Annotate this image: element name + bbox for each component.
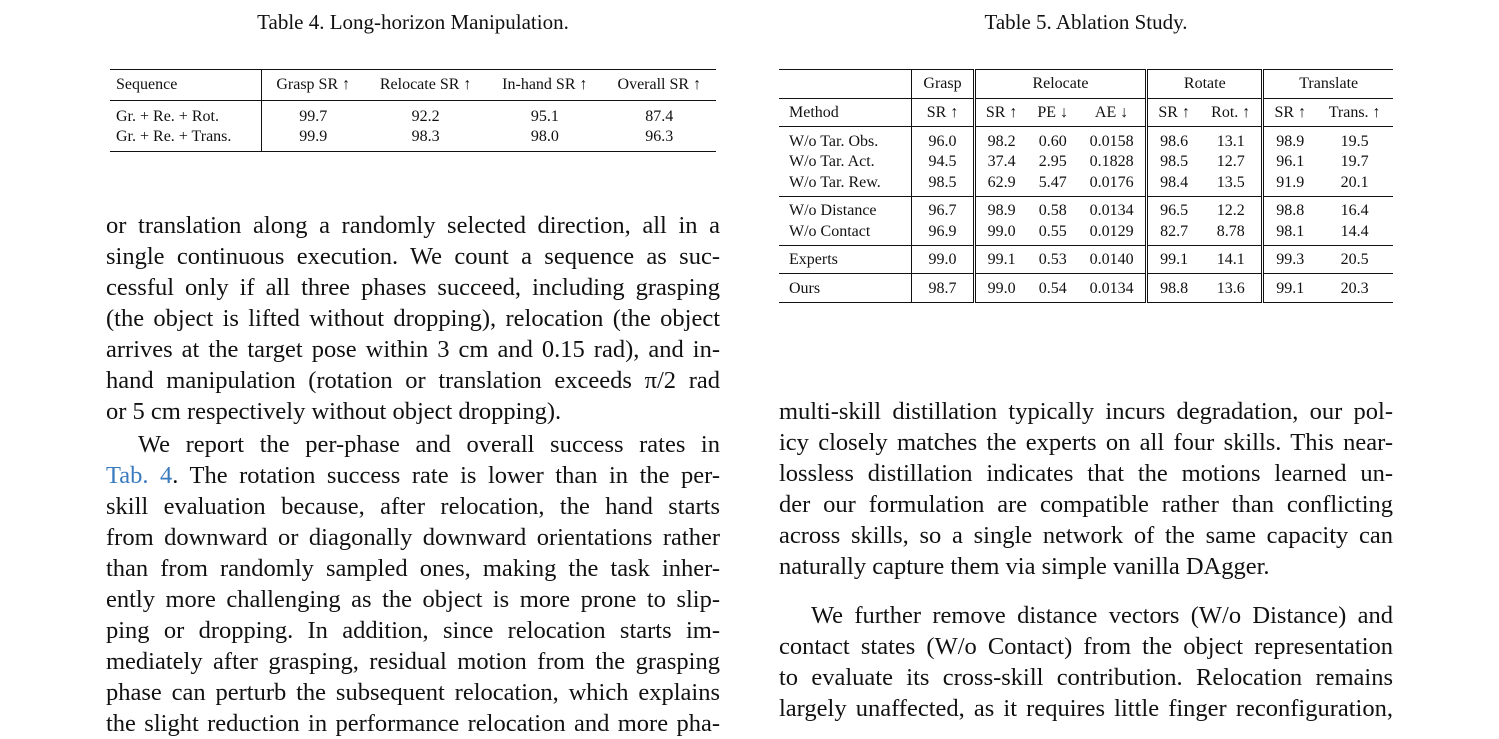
table4-header: In-hand SR ↑ <box>502 76 588 93</box>
table5-cell: 99.0 <box>912 245 974 274</box>
text-line: der our formulation are compatible rather than conflicting <box>779 491 1393 518</box>
table5-cell: 99.0 <box>987 222 1016 240</box>
right-paragraph-2 <box>779 600 1393 724</box>
text-line <box>106 460 720 491</box>
text-line: or translation along a randomly selected direction, all in a <box>106 212 720 239</box>
table5-cell: W/o Tar. Rew. <box>779 172 912 196</box>
text-line: multi-skill distillation typically incurs degradation, our pol- <box>779 398 1393 425</box>
table5-cell: W/o Contact <box>779 221 912 245</box>
table5-cell: 98.1 <box>1276 222 1305 240</box>
table4-header: Sequence <box>110 70 262 101</box>
table5-cell: 96.9 <box>912 221 974 245</box>
text-line: mediately after grasping, residual motion from the grasping <box>106 648 720 675</box>
table5-cell: 0.0158 <box>1078 127 1147 152</box>
table5-group: Translate <box>1299 75 1359 92</box>
table5-cell: 0.58 <box>1038 202 1067 220</box>
table5-group-row <box>779 70 1393 99</box>
table5-header: SR ↑ <box>974 99 1027 127</box>
table-row <box>779 221 1393 245</box>
table4-cell: 98.3 <box>411 128 440 145</box>
table5-cell: 94.5 <box>912 152 974 173</box>
text-line: or 5 cm respectively without object dropping). <box>106 398 562 425</box>
table4-cell: Gr. + Re. + Trans. <box>110 127 262 152</box>
text-line: skill evaluation because, after relocation, the hand starts <box>106 493 720 520</box>
table5-header: Rot. ↑ <box>1200 99 1263 127</box>
right-paragraph-1 <box>779 396 1393 582</box>
text-line: phase can perturb the subsequent relocation, which explains <box>106 679 720 706</box>
left-paragraph-2 <box>106 429 720 739</box>
table5-group-empty <box>779 70 912 99</box>
table5-cell: 0.1828 <box>1078 152 1147 173</box>
text-line: hand manipulation (rotation or translation exceeds π/2 rad <box>106 367 720 394</box>
table4-cell: 99.7 <box>299 108 328 125</box>
table5-cell: 5.47 <box>1038 173 1067 191</box>
table5-cell: 12.7 <box>1200 152 1263 173</box>
text-line: cessful only if all three phases succeed, including grasping <box>106 274 720 301</box>
table5-cell: 13.1 <box>1200 127 1263 152</box>
table5-cell: W/o Tar. Act. <box>779 152 912 173</box>
table5-group-experts <box>779 245 1393 274</box>
table4-cell: 92.2 <box>411 108 440 125</box>
table5-group: Relocate <box>974 70 1147 99</box>
table5-cell: 96.5 <box>1160 202 1189 220</box>
table5-cell: 98.5 <box>912 172 974 196</box>
text-fragment: . The rotation success rate is lower than in the per- <box>172 462 720 489</box>
table5-cell: 16.4 <box>1340 202 1369 220</box>
left-paragraph-1 <box>106 210 720 427</box>
table4-reference-link[interactable]: Tab. 4 <box>106 462 173 489</box>
text-line: across skills, so a single network of the same capacity can <box>779 522 1393 549</box>
table5-cell: 91.9 <box>1276 173 1305 191</box>
table5-header: SR ↑ <box>1147 99 1200 127</box>
table4-caption: Table 4. Long-horizon Manipulation. <box>257 10 569 34</box>
text-line: (the object is lifted without dropping), relocation (the object <box>106 305 720 332</box>
table5-cell: 96.7 <box>912 196 974 221</box>
table5-cell: 99.0 <box>987 279 1016 297</box>
table4-header-row <box>110 70 716 101</box>
table4-cell: 99.9 <box>299 128 328 145</box>
table5-cell: 0.53 <box>1038 251 1067 269</box>
table4-header: Grasp SR ↑ <box>276 76 351 93</box>
table4-cell: Gr. + Re. + Rot. <box>110 101 262 128</box>
table5-cell: 14.4 <box>1340 222 1369 240</box>
table5-cell: 0.0176 <box>1078 172 1147 196</box>
table5-cell: 99.1 <box>987 251 1016 269</box>
text-line: ping or dropping. In addition, since relocation starts im- <box>106 617 720 644</box>
table4-header: Overall SR ↑ <box>617 76 702 93</box>
table5-cell: 98.2 <box>987 132 1016 150</box>
table5-cell: 98.5 <box>1160 153 1189 171</box>
table5-cell: 37.4 <box>987 153 1016 171</box>
table4-cell: 98.0 <box>530 128 559 145</box>
right-column <box>779 0 1393 722</box>
table5-group-tar <box>779 127 1393 197</box>
table-row <box>779 152 1393 173</box>
table5-group: Grasp <box>912 70 974 99</box>
table5-group-repr <box>779 196 1393 245</box>
table5-cell: 19.5 <box>1340 132 1369 150</box>
table5-cell: 0.0134 <box>1078 274 1147 303</box>
table5-cell: 98.6 <box>1160 132 1189 150</box>
table5-header-row <box>779 99 1393 127</box>
table-row <box>779 245 1393 274</box>
table5-cell: 98.4 <box>1160 173 1189 191</box>
table5 <box>779 69 1393 303</box>
table-row <box>779 172 1393 196</box>
text-line: to evaluate its cross-skill contribution. Relocation remains <box>779 664 1393 691</box>
table5-cell: 98.8 <box>1160 279 1189 297</box>
table5-cell: 8.78 <box>1200 221 1263 245</box>
table5-cell: 98.7 <box>912 274 974 303</box>
table5-cell: 0.0129 <box>1078 221 1147 245</box>
table5-group-ours <box>779 274 1393 303</box>
table5-cell: 0.0134 <box>1078 196 1147 221</box>
text-line: from downward or diagonally downward orientations rather <box>106 524 720 551</box>
table5-header: SR ↑ <box>912 99 974 127</box>
text-line: icy closely matches the experts on all four skills. This near- <box>779 429 1393 456</box>
table5-cell: 99.1 <box>1160 251 1189 269</box>
table5-cell: 13.5 <box>1200 172 1263 196</box>
text-line: the slight reduction in performance relocation and more pha- <box>106 710 720 737</box>
table5-header: AE ↓ <box>1078 99 1147 127</box>
table-row <box>779 127 1393 152</box>
table-row <box>779 274 1393 303</box>
table5-group: Rotate <box>1147 70 1263 99</box>
table5-cell: 13.6 <box>1200 274 1263 303</box>
table5-header: SR ↑ <box>1263 99 1316 127</box>
table5-cell: 0.60 <box>1038 132 1067 150</box>
table5-cell: 19.7 <box>1340 153 1369 171</box>
table5-cell: 20.3 <box>1340 279 1369 297</box>
table5-cell: 96.1 <box>1276 153 1305 171</box>
table5-cell: 96.0 <box>912 127 974 152</box>
table5-cell: Experts <box>779 245 912 274</box>
table5-cell: Ours <box>779 274 912 303</box>
table4-cell: 87.4 <box>645 108 674 125</box>
table5-cell: 99.3 <box>1276 251 1305 269</box>
text-line: ently more challenging as the object is more prone to slip- <box>106 586 720 613</box>
table4-header: Relocate SR ↑ <box>379 76 472 93</box>
table5-cell: 98.9 <box>987 202 1016 220</box>
table5-cell: W/o Distance <box>779 196 912 221</box>
text-line: naturally capture them via simple vanilla DAgger. <box>779 553 1270 580</box>
table5-cell: 62.9 <box>987 173 1016 191</box>
table5-cell: 98.8 <box>1276 202 1305 220</box>
table5-cell: 0.0140 <box>1078 245 1147 274</box>
table5-cell: 2.95 <box>1038 153 1067 171</box>
text-line: contact states (W/o Contact) from the object representation <box>779 633 1393 660</box>
text-line: We further remove distance vectors (W/o Distance) and <box>811 602 1393 629</box>
text-line: single continuous execution. We count a sequence as suc- <box>106 243 720 270</box>
table5-cell: 0.55 <box>1038 222 1067 240</box>
table5-caption: Table 5. Ablation Study. <box>984 10 1188 34</box>
table5-cell: 82.7 <box>1160 222 1189 240</box>
table-row <box>110 127 716 152</box>
table5-header: PE ↓ <box>1028 99 1078 127</box>
table5-cell: W/o Tar. Obs. <box>779 127 912 152</box>
text-line: We report the per-phase and overall success rates in <box>138 431 720 458</box>
table5-cell: 99.1 <box>1276 279 1305 297</box>
text-line: arrives at the target pose within 3 cm and 0.15 rad), and in- <box>106 336 720 363</box>
table-row <box>110 101 716 128</box>
table5-cell: 14.1 <box>1200 245 1263 274</box>
text-line: lossless distillation indicates that the motions learned un- <box>779 460 1393 487</box>
table5-cell: 0.54 <box>1038 279 1067 297</box>
table4-cell: 96.3 <box>645 128 674 145</box>
table4 <box>110 69 716 152</box>
text-line: largely unaffected, as it requires little finger reconfiguration, <box>779 695 1393 722</box>
table5-cell: 98.9 <box>1276 132 1305 150</box>
table5-header: Method <box>779 99 912 127</box>
table5-cell: 20.5 <box>1340 251 1369 269</box>
table-row <box>779 196 1393 221</box>
table5-cell: 20.1 <box>1340 173 1369 191</box>
table5-header: Trans. ↑ <box>1316 99 1393 127</box>
left-column <box>106 0 720 737</box>
text-line: than from randomly sampled ones, making the task inher- <box>106 555 720 582</box>
table5-cell: 12.2 <box>1200 196 1263 221</box>
table4-cell: 95.1 <box>530 108 559 125</box>
